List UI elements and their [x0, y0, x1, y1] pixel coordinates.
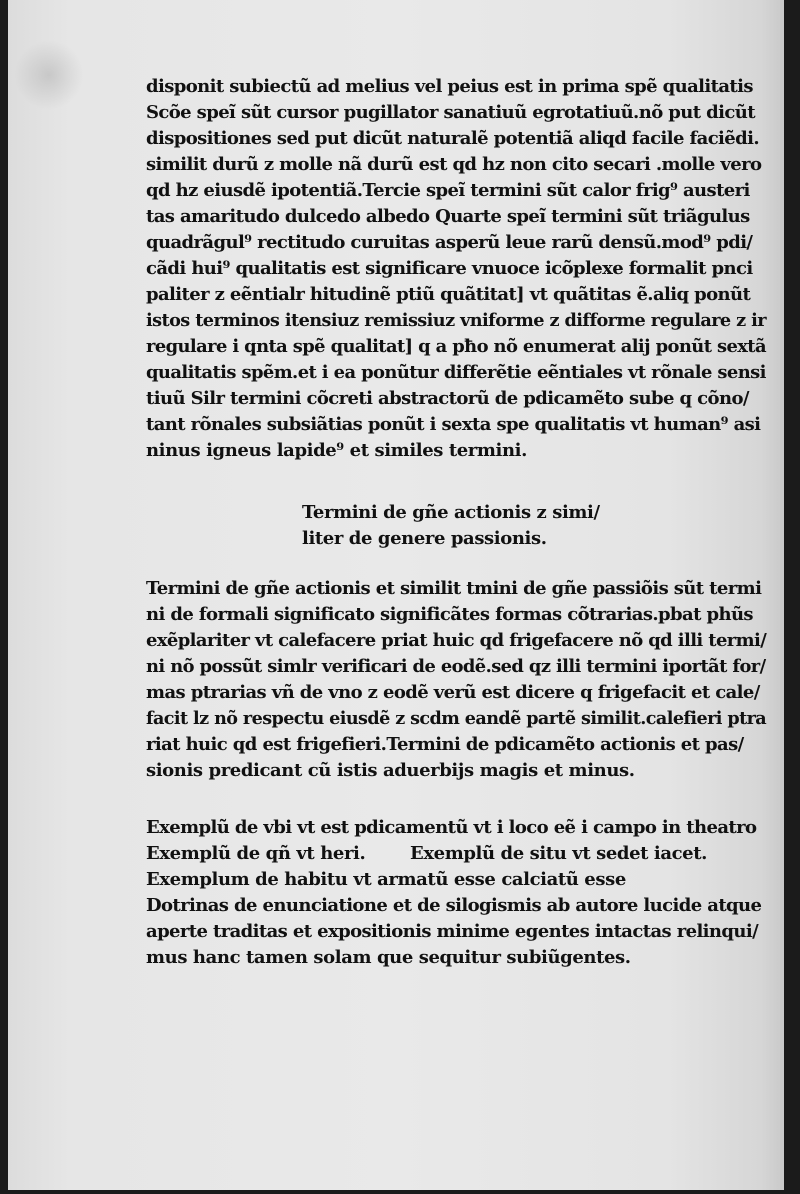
paper-stain — [14, 40, 84, 110]
text-line: disponit subiectũ ad melius vel peius est in prima spẽ qualitatis — [146, 76, 753, 97]
text-line: qualitatis spẽm.et i ea ponũtur differẽtie eẽntiales vt rõnale sensi — [146, 362, 766, 383]
text-line: exẽplariter vt calefacere priat huic qd frigefacere nõ qd illi termi/ — [146, 630, 767, 651]
text-line: ninus igneus lapide⁹ et similes termini. — [146, 440, 527, 461]
text-line: dispositiones sed put dicũt naturalẽ potentiã aliqd facile faciẽdi. — [146, 128, 760, 149]
text-line: tiuũ Silr termini cõcreti abstractorũ de pdicamẽto sube q cõno/ — [146, 388, 749, 409]
text-line: facit lz nõ respectu eiusdẽ z scdm eandẽ partẽ similit.calefieri ptra — [146, 708, 767, 729]
text-line: sionis predicant cũ istis aduerbijs magis et minus. — [146, 760, 635, 781]
text-line: mus hanc tamen solam que sequitur subiũgentes. — [146, 947, 631, 968]
text-line: Dotrinas de enunciatione et de silogismis ab autore lucide atque — [146, 895, 762, 916]
text-line: Scõe speĩ sũt cursor pugillator sanatiuũ egrotatiuũ.nõ put dicũt — [146, 102, 755, 123]
text-line: Termini de gñe actionis et similit tmini de gñe passiõis sũt termi — [146, 578, 762, 599]
text-line: similit durũ z molle nã durũ est qd hz non cito secari .molle vero — [146, 154, 762, 175]
book-page — [8, 0, 784, 1190]
text-line: ni nõ possũt simlr verificari de eodẽ.sed qz illi termini iportãt for/ — [146, 656, 766, 677]
text-line: paliter z eẽntialr hitudinẽ ptiũ quãtitat] vt quãtitas ẽ.aliq ponũt — [146, 284, 751, 305]
text-line: cãdi hui⁹ qualitatis est significare vnuoce icõplexe formalit pnci — [146, 258, 753, 279]
text-line: qd hz eiusdẽ ipotentiã.Tercie speĩ termini sũt calor frig⁹ austeri — [146, 180, 750, 201]
text-line-inline: Exemplũ de situ vt sedet iacet. — [410, 843, 708, 864]
text-line: aperte traditas et expositionis minime egentes intactas relinqui/ — [146, 921, 759, 942]
text-line: tas amaritudo dulcedo albedo Quarte speĩ termini sũt triãgulus — [146, 206, 750, 227]
text-line: riat huic qd est frigefieri.Termini de pdicamẽto actionis et pas/ — [146, 734, 744, 755]
text-line: mas ptrarias vñ de vno z eodẽ verũ est dicere q frigefacit et cale/ — [146, 682, 760, 703]
section-heading-line: liter de genere passionis. — [302, 528, 547, 549]
section-heading-line: Termini de gñe actionis z simi/ — [302, 502, 600, 523]
text-line: Exemplũ de vbi vt est pdicamentũ vt i loco eẽ i campo in theatro — [146, 817, 757, 838]
text-line: Exemplũ de qñ vt heri. — [146, 843, 366, 864]
text-line: tant rõnales subsiãtias ponũt i sexta spe qualitatis vt human⁹ asi — [146, 414, 761, 435]
text-line: quadrãgul⁹ rectitudo curuitas asperũ leue rarũ densũ.mod⁹ pdi/ — [146, 232, 753, 253]
text-line: ni de formali significato significãtes formas cõtrarias.pbat phũs — [146, 604, 753, 625]
text-line: Exemplum de habitu vt armatũ esse calciatũ esse — [146, 869, 626, 890]
text-line: istos terminos itensiuz remissiuz vniforme z difforme regulare z ir — [146, 310, 767, 331]
text-line: regulare i qnta spẽ qualitat] q a pħo nõ enumerat alij ponũt sextã — [146, 336, 766, 357]
